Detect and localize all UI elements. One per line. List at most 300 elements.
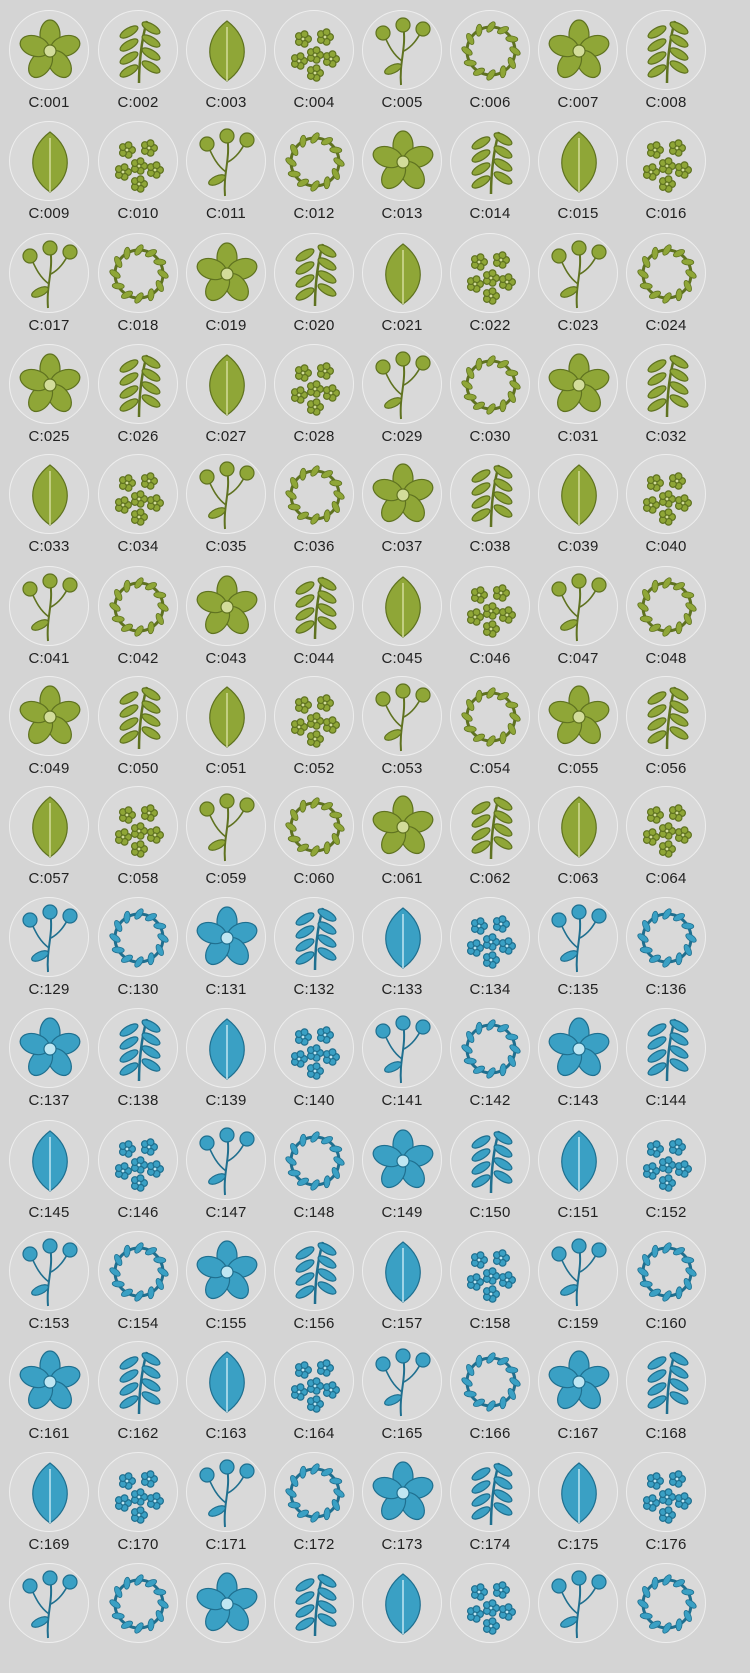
fern-frond-icon	[362, 1120, 442, 1200]
slender-sprig-icon	[626, 1231, 706, 1311]
stamp-code-label: C:056	[645, 760, 687, 777]
stamp-code-label: C:037	[381, 538, 423, 555]
stamp-code-label: C:062	[469, 870, 511, 887]
stamp-code-label: C:009	[28, 205, 70, 222]
palm-tree-icon	[274, 786, 354, 866]
stamp-code-label: C:006	[469, 94, 511, 111]
fiddlehead-fern-icon	[450, 1120, 530, 1200]
umbel-flower-icon	[626, 1120, 706, 1200]
herb-bunch-icon	[186, 1341, 266, 1421]
stamp-item	[180, 119, 272, 231]
stamp-code-label: C:013	[381, 205, 423, 222]
stamp-code-label: C:141	[381, 1092, 423, 1109]
stamp-code-label: C:171	[205, 1536, 247, 1553]
stamp-item	[92, 452, 184, 564]
stamp-item	[356, 119, 448, 231]
sakura-petals-icon	[186, 897, 266, 977]
stamp-code-label: C:051	[205, 760, 247, 777]
grass-sprig-icon	[626, 1341, 706, 1421]
stamp-code-label: C:026	[117, 428, 159, 445]
stamp-code-label: C:036	[293, 538, 335, 555]
stamp-code-label: C:027	[205, 428, 247, 445]
stamp-code-label: C:176	[645, 1536, 687, 1553]
lily-flower-icon	[538, 344, 618, 424]
stamp-item	[268, 674, 360, 786]
tree-roots-icon	[9, 10, 89, 90]
stamp-item	[92, 231, 184, 343]
stamp-code-label: C:025	[28, 428, 70, 445]
stamp-item	[92, 119, 184, 231]
stamp-item	[356, 1006, 448, 1118]
stamp-code-label: C:002	[117, 94, 159, 111]
flower-stems-icon	[362, 676, 442, 756]
stamp-code-label: C:158	[469, 1315, 511, 1332]
stamp-code-label: C:038	[469, 538, 511, 555]
bay-leaf-sprig-icon	[9, 1341, 89, 1421]
leaf-spray-icon	[9, 1452, 89, 1532]
stamp-code-label: C:140	[293, 1092, 335, 1109]
stamp-code-label: C:034	[117, 538, 159, 555]
flower-vase-icon	[98, 676, 178, 756]
stamp-item	[356, 784, 448, 896]
stamp-code-label: C:029	[381, 428, 423, 445]
stamp-item	[532, 564, 624, 676]
stamp-code-label: C:047	[557, 650, 599, 667]
leaf-pair-icon	[98, 1341, 178, 1421]
ornamental-flower-icon	[538, 233, 618, 313]
fern-leaf-icon	[450, 10, 530, 90]
stamp-code-label: C:129	[28, 981, 70, 998]
olive-branch-icon	[362, 1231, 442, 1311]
stamp-item	[532, 895, 624, 1007]
stamp-item	[92, 1561, 184, 1673]
stamp-code-label: C:022	[469, 317, 511, 334]
leaf-sprig-icon	[186, 1120, 266, 1200]
tulip-leaves-icon	[186, 786, 266, 866]
stamp-item	[532, 674, 624, 786]
bouquet-icon	[538, 1008, 618, 1088]
stamp-code-label: C:160	[645, 1315, 687, 1332]
stamp-item	[620, 452, 712, 564]
flower-stems-icon	[626, 1008, 706, 1088]
stamp-code-label: C:138	[117, 1092, 159, 1109]
stamp-item	[180, 564, 272, 676]
lavender-bundle-icon	[362, 897, 442, 977]
stamp-item	[444, 1006, 536, 1118]
stamp-code-label: C:164	[293, 1425, 335, 1442]
spider-lily-icon	[9, 1231, 89, 1311]
stamp-item	[356, 8, 448, 120]
stamp-item	[620, 231, 712, 343]
stamp-code-label: C:145	[28, 1204, 70, 1221]
stamp-code-label: C:173	[381, 1536, 423, 1553]
stamp-item	[3, 1339, 95, 1451]
stamp-code-label: C:017	[28, 317, 70, 334]
peony-icon	[362, 121, 442, 201]
plum-blossom-icon	[274, 897, 354, 977]
fuchsia-arch-icon	[186, 1452, 266, 1532]
leafy-vine-icon	[450, 676, 530, 756]
stamp-code-label: C:043	[205, 650, 247, 667]
leafy-twig-icon	[450, 1231, 530, 1311]
stamp-code-label: C:057	[28, 870, 70, 887]
stamp-code-label: C:003	[205, 94, 247, 111]
flower-circle-icon	[450, 566, 530, 646]
stamp-code-label: C:133	[381, 981, 423, 998]
rosemary-icon	[538, 1341, 618, 1421]
stamp-code-label: C:040	[645, 538, 687, 555]
stamp-item	[268, 8, 360, 120]
stamp-item	[268, 1450, 360, 1562]
babys-breath-icon	[538, 1120, 618, 1200]
wildflower-field-icon	[626, 566, 706, 646]
katakana-blossom-icon	[538, 897, 618, 977]
rose-icon	[98, 233, 178, 313]
stamp-item	[3, 1450, 95, 1562]
stamp-item	[444, 231, 536, 343]
stamp-code-label: C:012	[293, 205, 335, 222]
stamp-code-label: C:157	[381, 1315, 423, 1332]
chrysanthemum-icon	[274, 1231, 354, 1311]
stamp-code-label: C:008	[645, 94, 687, 111]
stamp-item	[444, 1339, 536, 1451]
stamp-item	[3, 8, 95, 120]
stamp-item	[268, 452, 360, 564]
partial-stamp-icon	[362, 1563, 442, 1643]
stamp-item	[532, 1561, 624, 1673]
stamp-item	[3, 1561, 95, 1673]
stamp-code-label: C:042	[117, 650, 159, 667]
stamp-item	[180, 452, 272, 564]
wildflower-spray-icon	[538, 1452, 618, 1532]
floral-heart-icon	[9, 676, 89, 756]
stamp-item	[268, 784, 360, 896]
palm-frond-icon	[274, 344, 354, 424]
stamp-code-label: C:172	[293, 1536, 335, 1553]
stamp-code-label: C:154	[117, 1315, 159, 1332]
stamp-code-label: C:144	[645, 1092, 687, 1109]
stamp-item	[620, 1561, 712, 1673]
stamp-code-label: C:143	[557, 1092, 599, 1109]
stamp-code-label: C:134	[469, 981, 511, 998]
stamp-code-label: C:175	[557, 1536, 599, 1553]
flower-medley-icon	[274, 566, 354, 646]
blossom-branch-icon	[9, 1008, 89, 1088]
flower-pot-icon	[274, 676, 354, 756]
berry-branch-icon	[9, 1120, 89, 1200]
stamp-item	[532, 119, 624, 231]
stamp-code-label: C:039	[557, 538, 599, 555]
stamp-item	[3, 1006, 95, 1118]
stamp-item	[620, 564, 712, 676]
daisy-bouquet-icon	[362, 1341, 442, 1421]
stamp-item	[356, 231, 448, 343]
wheat-bundle-icon	[186, 1008, 266, 1088]
stamp-code-label: C:064	[645, 870, 687, 887]
stamp-item	[92, 1450, 184, 1562]
stamp-code-label: C:061	[381, 870, 423, 887]
stamp-item	[444, 1561, 536, 1673]
stamp-code-label: C:156	[293, 1315, 335, 1332]
wildflower-stem-icon	[274, 10, 354, 90]
stamp-item	[620, 1450, 712, 1562]
stamp-item	[620, 895, 712, 1007]
stamp-item	[532, 231, 624, 343]
stamp-item	[3, 119, 95, 231]
stamp-code-label: C:162	[117, 1425, 159, 1442]
lily-outline-icon	[626, 344, 706, 424]
stamp-item	[444, 1118, 536, 1230]
stamp-item	[92, 342, 184, 454]
stamp-item	[356, 1118, 448, 1230]
florist-text-icon	[626, 233, 706, 313]
stamp-code-label: C:004	[293, 94, 335, 111]
dandelion-seed-icon	[186, 1231, 266, 1311]
stamp-item	[356, 342, 448, 454]
willow-sprig-icon	[98, 1120, 178, 1200]
stamp-item	[92, 8, 184, 120]
magnolia-icon	[274, 454, 354, 534]
stamp-code-label: C:161	[28, 1425, 70, 1442]
floral-ring-icon	[626, 786, 706, 866]
cotton-icon	[98, 566, 178, 646]
stamp-item	[532, 452, 624, 564]
stamp-code-label: C:033	[28, 538, 70, 555]
stamp-code-label: C:169	[28, 1536, 70, 1553]
sunflower-icon	[538, 454, 618, 534]
branch-blossom-icon	[186, 454, 266, 534]
stamp-item	[532, 1450, 624, 1562]
stamp-item	[180, 1561, 272, 1673]
stamp-code-label: C:028	[293, 428, 335, 445]
stamp-item	[180, 342, 272, 454]
thistle-icon	[9, 786, 89, 866]
stamp-item	[356, 1561, 448, 1673]
stamp-item	[444, 1450, 536, 1562]
stamp-item	[180, 231, 272, 343]
stamp-item	[356, 674, 448, 786]
stamp-code-label: C:018	[117, 317, 159, 334]
stamp-item	[356, 1229, 448, 1341]
stamp-item	[444, 8, 536, 120]
stamp-item	[444, 784, 536, 896]
laurel-wreath-icon	[450, 786, 530, 866]
stamp-code-label: C:131	[205, 981, 247, 998]
stamp-item	[620, 342, 712, 454]
stamp-item	[92, 1006, 184, 1118]
stamp-code-label: C:060	[293, 870, 335, 887]
sakura-bloom-icon	[98, 897, 178, 977]
stamp-code-label: C:050	[117, 760, 159, 777]
stamp-item	[268, 342, 360, 454]
stamp-item	[92, 1339, 184, 1451]
lily-stems-icon	[98, 454, 178, 534]
partial-stamp-icon	[450, 1563, 530, 1643]
olive-sprig-icon	[98, 344, 178, 424]
dandelion-icon	[98, 1231, 178, 1311]
stamp-item	[180, 1339, 272, 1451]
stamp-code-label: C:137	[28, 1092, 70, 1109]
stamp-item	[532, 342, 624, 454]
leaf-branch-icon	[274, 1120, 354, 1200]
stamp-code-label: C:142	[469, 1092, 511, 1109]
stamp-code-label: C:007	[557, 94, 599, 111]
lily-bloom-icon	[9, 454, 89, 534]
partial-stamp-icon	[9, 1563, 89, 1643]
stamp-item	[620, 119, 712, 231]
stamp-code-label: C:024	[645, 317, 687, 334]
stamp-code-label: C:054	[469, 760, 511, 777]
stamp-code-label: C:132	[293, 981, 335, 998]
stamp-item	[180, 1118, 272, 1230]
five-petal-outline-icon	[362, 454, 442, 534]
stamp-item	[92, 784, 184, 896]
flower-vine-icon	[450, 233, 530, 313]
stamp-item	[444, 342, 536, 454]
stamp-item	[532, 1006, 624, 1118]
lavender-stalk-icon	[274, 1341, 354, 1421]
stamp-code-label: C:032	[645, 428, 687, 445]
stamp-item	[92, 564, 184, 676]
stamp-item	[3, 674, 95, 786]
stamp-item	[180, 1006, 272, 1118]
stamp-code-label: C:136	[645, 981, 687, 998]
stamp-item	[356, 1339, 448, 1451]
stamp-item	[3, 342, 95, 454]
lotus-leaves-icon	[626, 676, 706, 756]
herb-stem-icon	[274, 1008, 354, 1088]
stamp-code-label: C:163	[205, 1425, 247, 1442]
stamp-code-label: C:048	[645, 650, 687, 667]
stamp-code-label: C:159	[557, 1315, 599, 1332]
stamp-item	[620, 674, 712, 786]
stamp-code-label: C:049	[28, 760, 70, 777]
stamp-item	[620, 1118, 712, 1230]
partial-stamp-icon	[98, 1563, 178, 1643]
arched-window-icon	[362, 10, 442, 90]
vine-wreath-icon	[538, 786, 618, 866]
partial-stamp-icon	[538, 1563, 618, 1643]
stamp-item	[3, 452, 95, 564]
hydrangea-bloom-icon	[538, 121, 618, 201]
grass-bundle-icon	[98, 1452, 178, 1532]
berry-leaves-icon	[538, 676, 618, 756]
stamp-item	[92, 1118, 184, 1230]
stamp-code-label: C:135	[557, 981, 599, 998]
stamp-item	[620, 1229, 712, 1341]
herb-sprig-icon	[186, 10, 266, 90]
stamp-code-label: C:165	[381, 1425, 423, 1442]
partial-stamp-icon	[274, 1563, 354, 1643]
stamp-item	[180, 784, 272, 896]
stamp-item	[356, 1450, 448, 1562]
cannabis-leaf-icon	[186, 121, 266, 201]
stamp-item	[444, 1229, 536, 1341]
ginkgo-leaves-icon	[98, 121, 178, 201]
stamp-item	[444, 452, 536, 564]
partial-stamp-icon	[186, 1563, 266, 1643]
stamp-item	[356, 564, 448, 676]
stamp-item	[444, 564, 536, 676]
stamp-item	[3, 564, 95, 676]
stamp-code-label: C:023	[557, 317, 599, 334]
stamp-code-label: C:035	[205, 538, 247, 555]
stamp-code-label: C:063	[557, 870, 599, 887]
stamp-code-label: C:155	[205, 1315, 247, 1332]
stamp-item	[268, 1118, 360, 1230]
stamp-code-label: C:031	[557, 428, 599, 445]
stamp-code-label: C:030	[469, 428, 511, 445]
monstera-leaf-icon	[538, 10, 618, 90]
hydrangea-icon	[450, 121, 530, 201]
poppy-icon	[186, 233, 266, 313]
floral-wreath-icon	[186, 566, 266, 646]
stamp-item	[356, 452, 448, 564]
stamp-code-label: C:170	[117, 1536, 159, 1553]
stamp-code-label: C:168	[645, 1425, 687, 1442]
stamp-code-label: C:166	[469, 1425, 511, 1442]
stamp-item	[620, 784, 712, 896]
stamp-item	[92, 1229, 184, 1341]
leaf-wreath-icon	[362, 786, 442, 866]
flower-cluster-icon	[274, 233, 354, 313]
stamp-code-label: C:001	[28, 94, 70, 111]
lavender-icon	[362, 1008, 442, 1088]
stamp-item	[620, 8, 712, 120]
stamp-item	[3, 231, 95, 343]
flower-basket-icon	[186, 676, 266, 756]
calla-stems-icon	[450, 1452, 530, 1532]
stamp-item	[3, 784, 95, 896]
lotus-icon	[98, 786, 178, 866]
stamp-item	[3, 895, 95, 1007]
stamp-item	[268, 564, 360, 676]
stamp-code-label: C:055	[557, 760, 599, 777]
stamp-item	[532, 1339, 624, 1451]
calla-lily-icon	[9, 233, 89, 313]
ginkgo-leaf-icon	[9, 121, 89, 201]
stamp-code-label: C:153	[28, 1315, 70, 1332]
stamp-code-label: C:021	[381, 317, 423, 334]
five-petal-flower-icon	[450, 454, 530, 534]
poppy-stems-icon	[362, 1452, 442, 1532]
flower-mandala-icon	[538, 566, 618, 646]
stamp-item	[268, 1006, 360, 1118]
stamp-code-label: C:147	[205, 1204, 247, 1221]
eucalyptus-icon	[538, 1231, 618, 1311]
stamp-code-label: C:149	[381, 1204, 423, 1221]
carnation-icon	[450, 344, 530, 424]
stamp-item	[268, 231, 360, 343]
stamp-code-label: C:010	[117, 205, 159, 222]
partial-stamp-icon	[626, 1563, 706, 1643]
edelweiss-icon	[626, 454, 706, 534]
stamp-code-label: C:146	[117, 1204, 159, 1221]
stamp-code-label: C:139	[205, 1092, 247, 1109]
flower-spray-icon	[362, 566, 442, 646]
stamp-item	[532, 784, 624, 896]
stamp-code-label: C:148	[293, 1204, 335, 1221]
stamp-item	[180, 1450, 272, 1562]
stamp-code-label: C:046	[469, 650, 511, 667]
stamp-code-label: C:053	[381, 760, 423, 777]
flower-sketch-icon	[626, 121, 706, 201]
stamp-item	[268, 1339, 360, 1451]
stamp-item	[444, 674, 536, 786]
stamp-code-label: C:130	[117, 981, 159, 998]
sakura-icon	[9, 897, 89, 977]
stamp-code-label: C:005	[381, 94, 423, 111]
